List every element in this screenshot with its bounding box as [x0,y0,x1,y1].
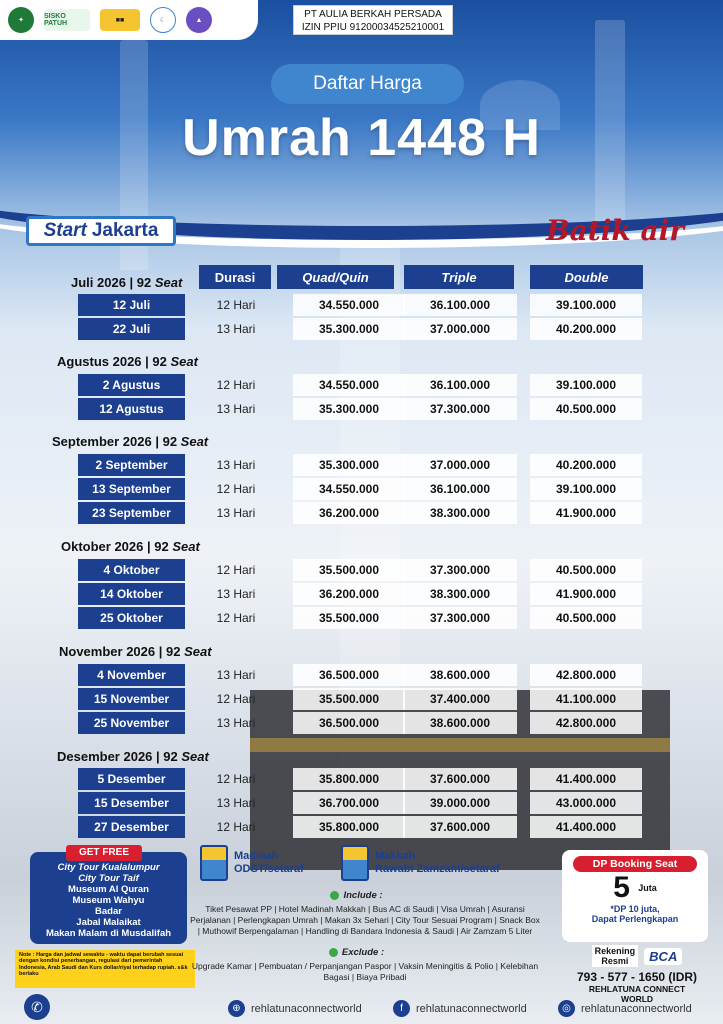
table-row [78,792,643,814]
price-triple: 36.100.000 [403,478,517,500]
duration: 12 Hari [216,692,256,706]
table-row [78,559,643,581]
table-row [78,398,643,420]
price-quad: 35.800.000 [293,816,405,838]
price-quad: 35.300.000 [293,318,405,340]
price-quad: 36.500.000 [293,664,405,686]
exclude-heading: Exclude : [0,947,718,958]
duration: 12 Hari [216,563,256,577]
column-header-triple: Triple [404,265,514,289]
price-quad: 36.200.000 [293,583,405,605]
price-triple: 37.300.000 [403,559,517,581]
dp-note-line2: Dapat Perlengkapan [591,914,679,924]
duration: 12 Hari [216,611,256,625]
dp-amount: 5 $^{Juta}$ [613,871,657,904]
price-triple: 36.100.000 [403,374,517,396]
free-item: Museum Al Quran [68,884,149,895]
month-title: Desember 2026 | 92 Seat [57,749,209,764]
phone-icon[interactable]: ✆ [24,994,50,1020]
departure-date: 15 November [78,688,185,710]
departure-date: 13 September [78,478,185,500]
table-row [78,688,643,710]
departure-date: 4 Oktober [78,559,185,581]
footer-website[interactable]: ⊕ rehlatunaconnectworld [228,1000,362,1017]
hotel-building-icon [200,845,228,881]
kaaba-band-decoration [250,738,670,752]
footer-facebook[interactable]: f rehlatunaconnectworld [393,1000,527,1017]
price-quad: 35.500.000 [293,559,405,581]
price-double: 40.200.000 [530,318,642,340]
price-double: 39.100.000 [530,478,642,500]
account-number: 793 - 577 - 1650 (IDR) [576,970,698,984]
table-row [78,607,643,629]
exclude-list: Upgrade Kamar | Pembuatan / Perpanjangan Paspor | Vaksin Meningitis & Polio | Kelebihan Bagasi | Biaya Pribadi [191,961,539,982]
hotel-name: Rawabi Zamzam/setaraf [375,863,500,875]
price-triple: 37.300.000 [403,398,517,420]
price-quad: 35.300.000 [293,454,405,476]
table-row [78,294,643,316]
footer-instagram[interactable]: ◎ rehlatunaconnectworld [558,1000,692,1017]
price-list-pill: Daftar Harga [271,64,464,104]
hotel-city: Madinah [234,850,279,862]
duration: 12 Hari [216,482,256,496]
check-icon [330,891,339,900]
table-row [78,664,643,686]
hotel-makkah [341,845,500,881]
duration: 13 Hari [216,402,256,416]
price-double: 41.400.000 [530,768,642,790]
instagram-icon: ◎ [558,1000,575,1017]
price-double: 42.800.000 [530,664,642,686]
down-payment-box [562,850,708,942]
departure-date: 12 Agustus [78,398,185,420]
table-row [78,374,643,396]
duration: 13 Hari [216,322,256,336]
price-triple: 37.600.000 [403,816,517,838]
month-title: November 2026 | 92 Seat [59,644,212,659]
price-quad: 35.500.000 [293,607,405,629]
duration: 13 Hari [216,716,256,730]
price-double: 40.500.000 [530,559,642,581]
table-row [78,583,643,605]
page-title: Umrah 1448 H [182,109,541,167]
hotel-building-icon [341,845,369,881]
price-triple: 38.300.000 [403,583,517,605]
free-item: Makan Malam di Musdalifah [45,928,172,939]
price-triple: 38.600.000 [403,664,517,686]
departure-date: 2 September [78,454,185,476]
departure-city-badge [26,216,176,246]
price-double: 39.100.000 [530,294,642,316]
column-header-double: Double [530,265,643,289]
price-quad: 36.700.000 [293,792,405,814]
free-item: City Tour Taif [78,873,139,884]
price-double: 42.800.000 [530,712,642,734]
month-title: Agustus 2026 | 92 Seat [57,354,198,369]
column-header-durasi: Durasi [199,265,271,289]
company-info-box [293,5,453,35]
price-triple: 37.600.000 [403,768,517,790]
departure-date: 15 Desember [78,792,185,814]
price-double: 41.900.000 [530,502,642,524]
price-triple: 37.300.000 [403,607,517,629]
duration: 13 Hari [216,668,256,682]
month-title: September 2026 | 92 Seat [52,434,209,449]
month-title: Oktober 2026 | 92 Seat [61,539,200,554]
bca-logo: BCA [644,948,682,965]
departure-date: 27 Desember [78,816,185,838]
price-double: 41.100.000 [530,688,642,710]
free-item: City Tour Kualalumpur [57,862,160,873]
table-row [78,454,643,476]
duration: 12 Hari [216,772,256,786]
departure-date: 14 Oktober [78,583,185,605]
table-row [78,478,643,500]
table-row [78,318,643,340]
price-quad: 34.550.000 [293,294,405,316]
get-free-badge: GET FREE [66,845,142,861]
travel-brand-logo: ▲ [186,7,212,33]
check-icon [329,948,338,957]
departure-date: 25 November [78,712,185,734]
price-double: 41.900.000 [530,583,642,605]
globe-icon: ⊕ [228,1000,245,1017]
free-item: Museum Wahyu [72,895,145,906]
free-item: Jabal Malaikat [76,917,141,928]
duration: 13 Hari [216,796,256,810]
free-item: Badar [95,906,122,917]
table-row [78,768,643,790]
dp-note-line1: *DP 10 juta, [610,904,660,914]
departure-date: 23 September [78,502,185,524]
kemenag-logo: ✦ [8,7,34,33]
price-double: 43.000.000 [530,792,642,814]
month-title: Juli 2026 | 92 Seat [71,275,183,290]
hotel-name: ODST/setaraf [234,863,304,875]
table-row [78,502,643,524]
departure-date: 4 November [78,664,185,686]
price-double: 40.500.000 [530,398,642,420]
price-triple: 37.400.000 [403,688,517,710]
price-triple: 37.000.000 [403,454,517,476]
crescent-logo: ☾ [150,7,176,33]
facebook-icon: f [393,1000,410,1017]
account-name: REHLATUNA CONNECT WORLD [588,984,686,1004]
disclaimer-note: Note : Harga dan jadwal sewaktu - waktu dapat berubah sesuai dengan kondisi penerbangan, regulasi dari pemerintah Indonesia, Arab Saudi dan Kurs dollar/riyal terhadap rupiah. s&k berlaku [15,950,195,988]
duration: 13 Hari [216,587,256,601]
price-quad: 36.500.000 [293,712,405,734]
price-double: 40.200.000 [530,454,642,476]
price-triple: 38.600.000 [403,712,517,734]
partner-logo: ■■ [100,9,140,31]
price-quad: 34.550.000 [293,478,405,500]
price-quad: 35.300.000 [293,398,405,420]
price-triple: 39.000.000 [403,792,517,814]
start-city: Jakarta [91,220,159,241]
dp-title: DP Booking Seat [573,856,697,872]
price-quad: 35.500.000 [293,688,405,710]
company-name: PT AULIA BERKAH PERSADA [304,9,442,20]
price-double: 39.100.000 [530,374,642,396]
departure-date: 5 Desember [78,768,185,790]
license-number: IZIN PPIU 91200034525210001 [301,22,445,33]
departure-date: 25 Oktober [78,607,185,629]
hotel-city: Makkah [375,850,416,862]
table-row [78,712,643,734]
price-double: 40.500.000 [530,607,642,629]
price-quad: 35.800.000 [293,768,405,790]
price-triple: 38.300.000 [403,502,517,524]
include-heading: Include : [0,890,718,901]
departure-date: 2 Agustus [78,374,185,396]
departure-date: 22 Juli [78,318,185,340]
bank-account-box [572,945,702,1004]
price-triple: 36.100.000 [403,294,517,316]
price-double: 41.400.000 [530,816,642,838]
column-header-quad: Quad/Quin [277,265,394,289]
price-quad: 36.200.000 [293,502,405,524]
price-triple: 37.000.000 [403,318,517,340]
airline-logo: Batik air [546,214,685,247]
sisko-patuh-logo: SISKO PATUH [44,9,90,31]
start-prefix: Start [43,220,87,241]
hotel-madinah [200,845,304,881]
departure-date: 12 Juli [78,294,185,316]
duration: 12 Hari [216,298,256,312]
duration: 13 Hari [216,506,256,520]
duration: 12 Hari [216,820,256,834]
table-row [78,816,643,838]
price-quad: 34.550.000 [293,374,405,396]
official-account-label: Rekening Resmi [592,945,639,967]
duration: 12 Hari [216,378,256,392]
include-list: Tiket Pesawat PP | Hotel Madinah Makkah | Bus AC di Saudi | Visa Umrah | Asuransi Perjalanan | Perlengkapan Umrah | Makan 3x Sehari | City Tour Sesuai Program | Snack Box | Muthowif Berpengalaman | Handling di Bandara Indonesia & Saudi | Air Zamzam 5 Liter [190,904,540,936]
duration: 13 Hari [216,458,256,472]
logo-bar [0,0,258,40]
